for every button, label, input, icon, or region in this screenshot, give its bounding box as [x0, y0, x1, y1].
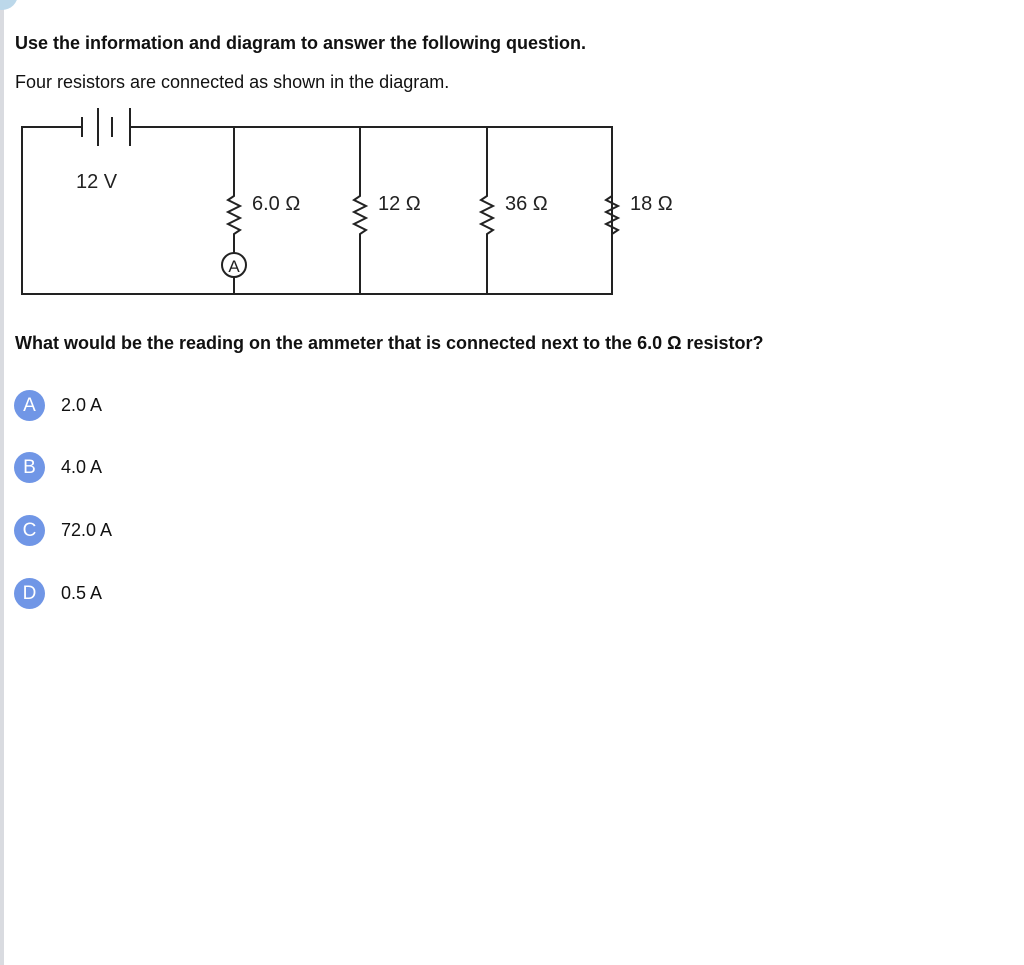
option-label: 4.0 A [61, 457, 103, 477]
option-letter-badge: D [14, 578, 45, 609]
option-letter-badge: A [14, 390, 45, 421]
option-c[interactable] [14, 515, 112, 546]
resistor-12-ohm [354, 127, 366, 294]
resistor-label: 18 Ω [630, 193, 673, 215]
resistor-label: 36 Ω [505, 193, 548, 215]
instruction-text: Use the information and diagram to answer the following question. [15, 33, 587, 53]
option-d[interactable] [14, 578, 102, 609]
option-letter-badge: C [14, 515, 45, 546]
option-label: 72.0 A [61, 520, 113, 540]
resistor-label: 12 Ω [378, 193, 421, 215]
resistor-36-ohm [481, 127, 493, 294]
option-b[interactable] [14, 452, 102, 483]
circuit-diagram [0, 100, 673, 300]
ammeter-label: A [228, 257, 240, 276]
resistor-label: 6.0 Ω [252, 193, 301, 215]
question-text: What would be the reading on the ammeter that is connected next to the 6.0 Ω resistor? [15, 333, 764, 353]
intro-text: Four resistors are connected as shown in the diagram. [15, 72, 450, 92]
resistor-6-ohm [228, 127, 240, 253]
option-letter-badge: B [14, 452, 45, 483]
battery-label: 12 V [76, 171, 118, 193]
question-number-badge [0, 0, 18, 10]
option-label: 0.5 A [61, 583, 103, 603]
option-label: 2.0 A [61, 395, 103, 415]
option-a[interactable] [14, 390, 102, 421]
